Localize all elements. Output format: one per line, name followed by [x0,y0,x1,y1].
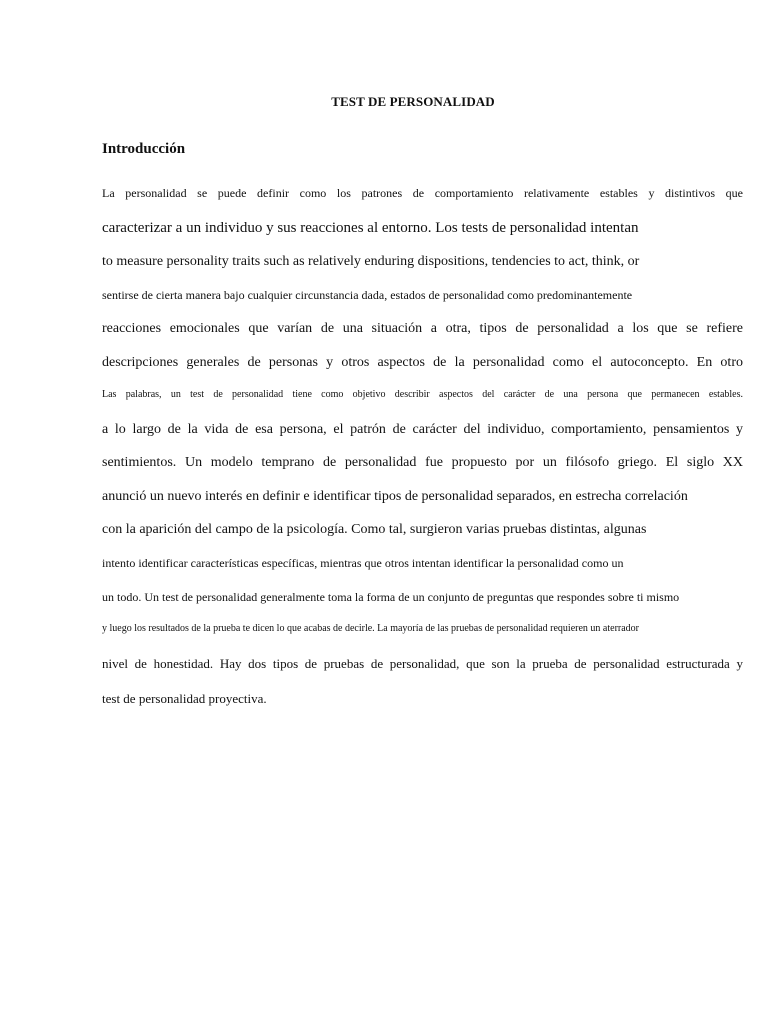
section-heading-introduccion: Introducción [102,141,186,157]
text-line: reacciones emocionales que varían de una situación a otra, tipos de personalidad a los que se refiere [102,321,743,336]
text-line: sentirse de cierta manera bajo cualquier circunstancia dada, estados de personalidad como predominantemente [102,288,633,302]
text-line: test de personalidad proyectiva. [102,691,267,706]
text-line: intento identificar características específicas, mientras que otros intentan identificar la personalidad como un [102,556,624,570]
text-line: Las palabras, un test de personalidad tiene como objetivo describir aspectos del carácter de una persona que permanecen estables. [102,389,743,400]
text-line: to measure personality traits such as relatively enduring dispositions, tendencies to act, think, or [102,254,640,269]
text-line: a lo largo de la vida de esa persona, el patrón de carácter del individuo, comportamiento, pensamientos y [102,422,743,437]
text-line: caracterizar a un individuo y sus reacciones al entorno. Los tests de personalidad intentan [102,220,639,236]
text-line: descripciones generales de personas y otros aspectos de la personalidad como el autoconcepto. En otro [102,355,743,370]
text-line: La personalidad se puede definir como los patrones de comportamiento relativamente estables y distintivos que [102,186,743,200]
text-line: y luego los resultados de la prueba te dicen lo que acabas de decirle. La mayoría de las pruebas de personalidad requieren un aterrador [102,623,639,634]
text-line: sentimientos. Un modelo temprano de personalidad fue propuesto por un filósofo griego. El siglo XX [102,455,743,470]
text-line: con la aparición del campo de la psicología. Como tal, surgieron varias pruebas distintas, algunas [102,522,647,537]
text-line: nivel de honestidad. Hay dos tipos de pruebas de personalidad, que son la prueba de personalidad estructurada y [102,656,743,671]
document-title: TEST DE PERSONALIDAD [331,94,495,109]
text-line: anunció un nuevo interés en definir e identificar tipos de personalidad separados, en estrecha correlación [102,489,688,504]
text-line: un todo. Un test de personalidad generalmente toma la forma de un conjunto de preguntas que respondes sobre ti mismo [102,590,680,604]
